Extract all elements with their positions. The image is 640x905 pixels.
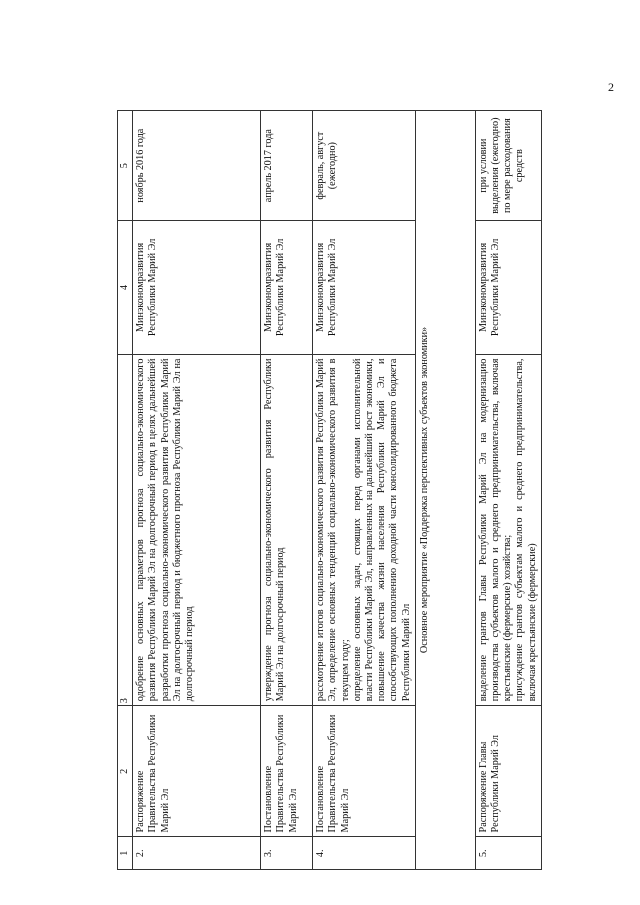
page-number: 2 <box>608 80 614 94</box>
document-type: Постановление Правительства Республики Марий Эл <box>261 706 313 837</box>
table-row <box>475 111 541 870</box>
deadline: при условии выделения (ежегодно) по мере расходования средств <box>475 111 541 221</box>
section-title: Основное мероприятие «Поддержка перспективных субъектов экономики» <box>415 111 475 870</box>
event-description: рассмотрение итогов социально-экономического развития Республики Марий Эл, определение основных тенденций социально-экономического развития в текущем году; определение основных задач, стоящих перед органами исполнительной власти Республики Марий Эл, направленных на дальнейший рост экономики, повышение качества жизни населения Республики Марий Эл и способствующих пополнению доходной части консолидированного бюджета Республики Марий Эл <box>313 354 416 706</box>
column-number-row <box>118 111 133 870</box>
document-type: Распоряжение Правительства Республики Марий Эл <box>133 706 261 837</box>
row-number: 5. <box>475 837 541 870</box>
table-row <box>313 111 416 870</box>
deadline: апрель 2017 года <box>261 111 313 221</box>
column-header-1: 1 <box>118 837 133 870</box>
responsible-body: Минэкономразвития Республики Марий Эл <box>313 221 416 354</box>
deadline: ноябрь 2016 года <box>133 111 261 221</box>
row-number: 4. <box>313 837 416 870</box>
column-header-4: 4 <box>118 221 133 354</box>
rotated-table-container <box>117 110 538 870</box>
row-number: 2. <box>133 837 261 870</box>
table-row <box>261 111 313 870</box>
event-description: одобрение основных параметров прогноза социально-экономического развития Республики Марий Эл на долгосрочный период в целях дальнейшей разработки прогноза социально-экономического развития Республики Марий Эл на долгосрочный период и бюджетного прогноза Республики Марий Эл на долгосрочный период <box>133 354 261 706</box>
row-number: 3. <box>261 837 313 870</box>
column-header-2: 2 <box>118 706 133 837</box>
table-row <box>133 111 261 870</box>
deadline: февраль, август (ежегодно) <box>313 111 416 221</box>
responsible-body: Минэкономразвития Республики Марий Эл <box>261 221 313 354</box>
column-header-5: 5 <box>118 111 133 221</box>
responsible-body: Минэкономразвития Республики Марий Эл <box>475 221 541 354</box>
document-type: Распоряжение Главы Республики Марий Эл <box>475 706 541 837</box>
responsible-body: Минэкономразвития Республики Марий Эл <box>133 221 261 354</box>
event-description: выделение грантов Главы Республики Марий Эл на модернизацию производства субъектов малого и среднего предпринимательства, включая крестьянские (фермерские) хозяйства; присуждение грантов субъектам малого и среднего предпринимательства, включая крестьянские (фермерские) <box>475 354 541 706</box>
event-description: утверждение прогноза социально-экономического развития Республики Марий Эл на долгосрочный период <box>261 354 313 706</box>
plan-table <box>117 110 542 870</box>
column-header-3: 3 <box>118 354 133 706</box>
document-type: Постановление Правительства Республики Марий Эл <box>313 706 416 837</box>
section-row <box>415 111 475 870</box>
